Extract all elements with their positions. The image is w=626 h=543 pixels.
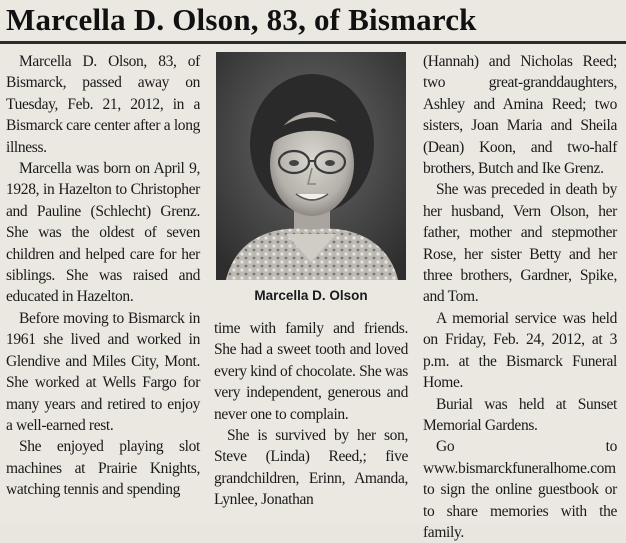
paragraph: Marcella was born on April 9, 1928, in Hazelton to Christopher and Pauline (Schlecht) Grenz. She was the oldest of seven children and helped care for her siblings. She was raised and educated in Hazelton.	[6, 160, 200, 306]
paragraph: She enjoyed playing slot machines at Prairie Knights, watching tennis and spending	[6, 438, 200, 499]
paragraph: A memorial service was held on Friday, Feb. 24, 2012, at 3 p.m. at the Bismarck Funeral Home.	[423, 309, 617, 392]
paragraph: Before moving to Bismarck in 1961 she lived and worked in Glendive and Miles City, Mont. She worked at Wells Fargo for many years and retired to enjoy a well-earned rest.	[6, 309, 200, 434]
column-1	[6, 51, 200, 501]
paragraph: She is survived by her son, Steve (Linda) Reed,; five grandchildren, Erinn, Amanda, Lynlee, Jonathan	[214, 427, 408, 509]
paragraph: Go to www.bismarckfuneralhome.com to sign the online guestbook or to share memories with the family.	[423, 438, 617, 541]
column-3	[423, 51, 617, 543]
headline: Marcella D. Olson, 83, of Bismarck	[6, 2, 477, 37]
column-2	[214, 318, 408, 511]
paragraph: (Hannah) and Nicholas Reed; two great-granddaughters, Ashley and Amina Reed; two sisters, Joan Maria and Sheila (Dean) Koon, and two-half brothers, Butch and Ike Grenz.	[423, 53, 617, 178]
photo-caption: Marcella D. Olson	[254, 288, 368, 303]
portrait-image	[216, 52, 406, 280]
headline-rule	[0, 41, 626, 44]
paragraph: She was preceded in death by her husband, Vern Olson, her father, mother and stepmother Rose, her sister Betty and her three brothers, Gardner, Spike, and Tom.	[423, 181, 617, 306]
paragraph: Burial was held at Sunset Memorial Gardens.	[423, 395, 617, 434]
paragraph: time with family and friends. She had a sweet tooth and loved every kind of chocolate. She was very independent, generous and never one to complain.	[214, 320, 408, 423]
portrait-photo	[216, 52, 406, 280]
paragraph: Marcella D. Olson, 83, of Bismarck, passed away on Tuesday, Feb. 21, 2012, in a Bismarck care center after a long illness.	[6, 53, 200, 156]
